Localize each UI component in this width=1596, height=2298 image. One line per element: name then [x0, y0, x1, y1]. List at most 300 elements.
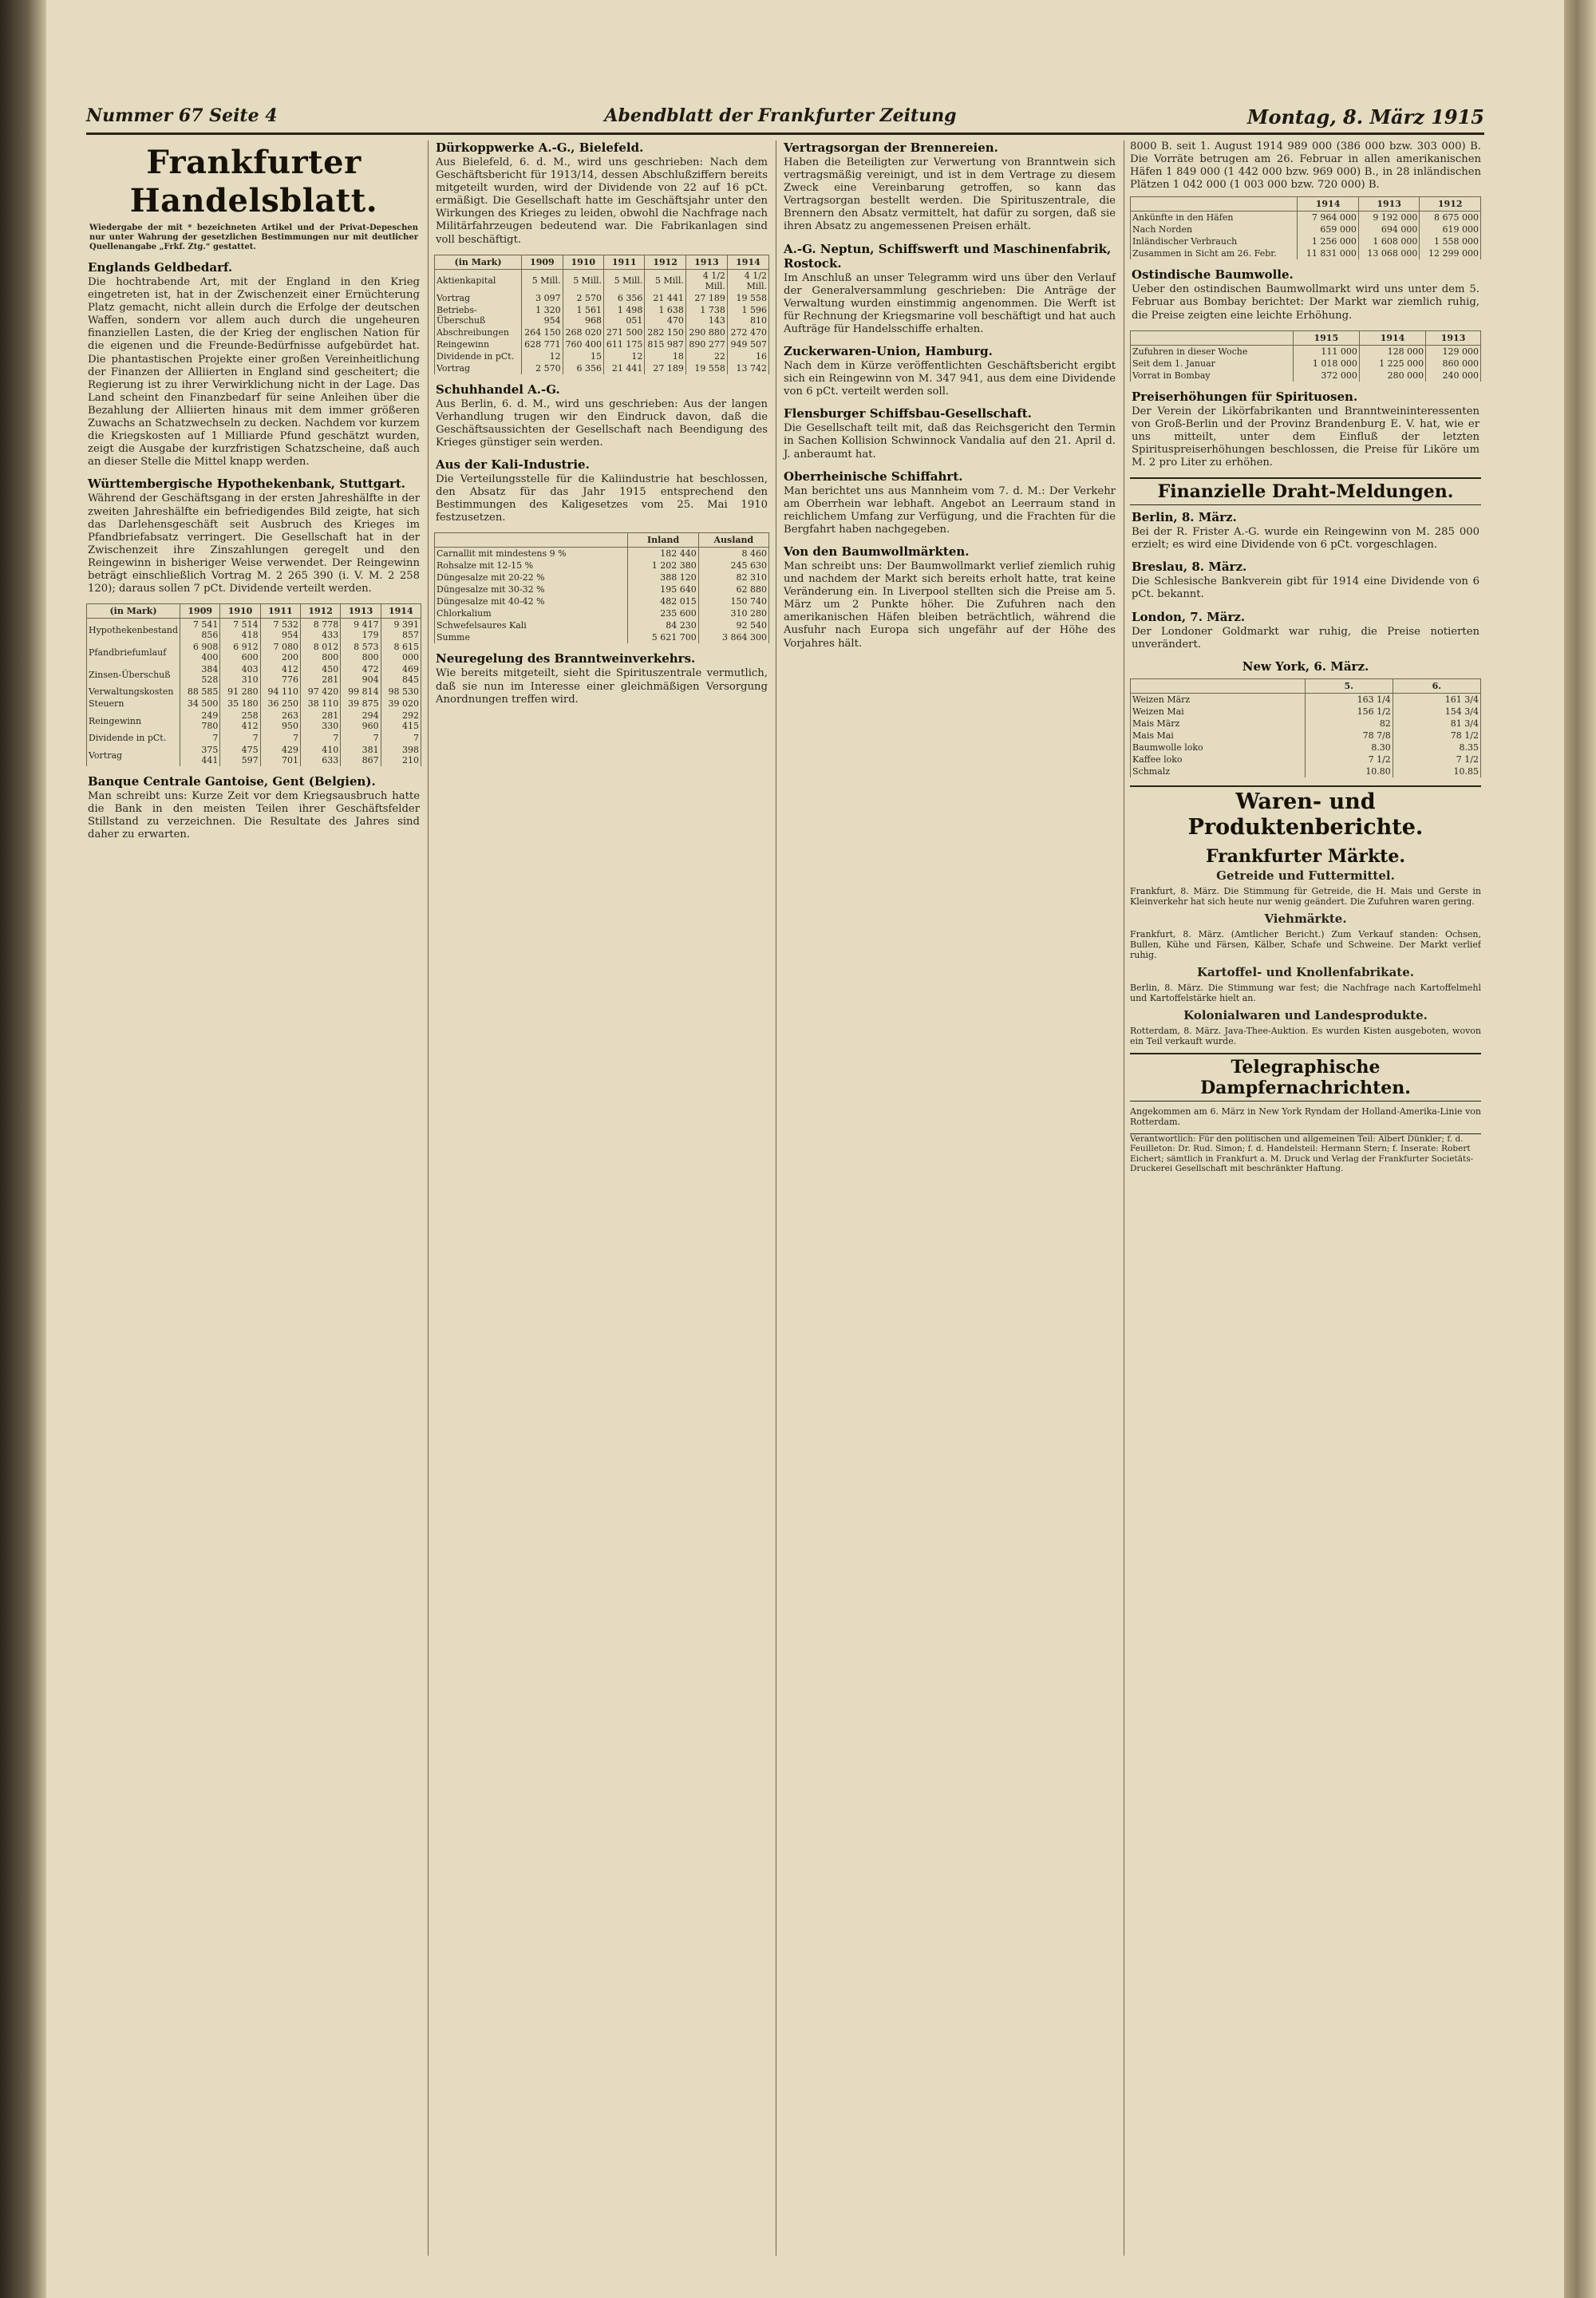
cell: 7 1/2: [1393, 753, 1480, 765]
cell: Vorrat in Bombay: [1131, 370, 1294, 382]
cell: 290 880: [685, 326, 727, 338]
table-header-row: [1131, 678, 1481, 693]
article-heading: Dürkoppwerke A.-G., Bielefeld.: [436, 140, 644, 155]
cell: Nach Norden: [1131, 223, 1298, 235]
article-body: Die Verteilungsstelle für die Kaliindustrie hat beschlossen, den Absatz für das Jahr 1915 entsprechend den Bestimmungen des Kaligesetzes vom 25. Mai 1910 festzusetzen.: [436, 473, 768, 524]
cell: Düngesalze mit 20-22 %: [435, 572, 628, 583]
wire-item: [1132, 510, 1479, 552]
cell: 84 230: [628, 619, 698, 631]
table-row: [1131, 235, 1481, 247]
issue-date: Montag, 8. März 1915: [1246, 105, 1484, 129]
cell: 245 630: [698, 560, 768, 572]
article-heading: Von den Baumwollmärkten.: [784, 544, 970, 559]
bank-statistics-table: [86, 603, 421, 766]
cell: 412 776: [260, 663, 300, 686]
cell: Weizen März: [1131, 693, 1306, 706]
cell: 27 189: [685, 292, 727, 304]
column-3: [782, 140, 1117, 2264]
cell: 8 573 800: [341, 641, 381, 663]
column-header: 1914: [1359, 330, 1425, 345]
article: [784, 140, 1116, 234]
cell: 7: [220, 732, 260, 744]
cell: 7 532 954: [260, 619, 300, 642]
imprint: Verantwortlich: Für den politischen und allgemeinen Teil: Albert Dünkler; f. d. Feuilleton: Dr. Rud. Simon; f. d. Handelsteil: Hermann Stern; f. Inserate: Robert Eichert; sämtlich in Frankfurt a. M. Druck und Verlag der Frankfurter Societäts-Druckerei Gesellschaft mit beschränkter Haftung.: [1130, 1133, 1481, 1174]
column-header: 1911: [260, 604, 300, 619]
column-header: 1909: [522, 255, 563, 269]
wire-heading: London, 7. März.: [1132, 609, 1246, 624]
cell: 272 470: [727, 326, 768, 338]
cell: 9 192 000: [1358, 212, 1420, 224]
cell: Inländischer Verbrauch: [1131, 235, 1298, 247]
column-header: Inland: [628, 533, 698, 548]
cell: 271 500: [604, 326, 645, 338]
article: [784, 242, 1116, 336]
article-heading: Ostindische Baumwolle.: [1132, 267, 1294, 283]
column-header: 1914: [727, 255, 768, 269]
table-row: [87, 732, 421, 744]
cell: Aktienkapital: [435, 269, 522, 292]
cell: 9 417 179: [341, 619, 381, 642]
table-row: [435, 362, 769, 374]
cell: Dividende in pCt.: [435, 350, 522, 362]
wire-body: Die Schlesische Bankverein gibt für 1914 eine Dividende von 6 pCt. bekannt.: [1132, 575, 1479, 601]
cell: 8.35: [1393, 742, 1480, 753]
article-body: 8000 B. seit 1. August 1914 989 000 (386 000 bzw. 303 000) B. Die Vorräte betrugen am 26. Februar in allen amerikanischen Häfen 1 849 000 (1 442 000 bzw. 969 000) B., in 28 inländischen Plätzen 1 042 000 (1 003 000 bzw. 720 000) B.: [1130, 140, 1481, 192]
cell: Dividende in pCt.: [87, 732, 180, 744]
cell: Baumwolle loko: [1131, 742, 1306, 753]
cell: 4 1/2 Mill.: [685, 269, 727, 292]
cell: 860 000: [1426, 358, 1481, 370]
column-header: 1913: [1358, 197, 1420, 212]
cell: 760 400: [563, 338, 603, 350]
cell: 82 310: [698, 572, 768, 583]
cell: 22: [685, 350, 727, 362]
cell: 7: [260, 732, 300, 744]
article-heading: Schuhhandel A.-G.: [436, 382, 560, 397]
cell: 235 600: [628, 607, 698, 619]
table-row: [435, 572, 769, 583]
table-row: [435, 292, 769, 304]
cell: 949 507: [727, 338, 768, 350]
cattle-report: Frankfurt, 8. März. (Amtlicher Bericht.) Zum Verkauf standen: Ochsen, Bullen, Kühe und Färsen, Kälber, Schafe und Schweine. Der Markt verlief ruhig.: [1130, 928, 1481, 960]
cell: 890 277: [685, 338, 727, 350]
cell: 195 640: [628, 583, 698, 595]
cell: Weizen Mai: [1131, 706, 1306, 718]
cell: 15: [563, 350, 603, 362]
potash-sales-table: [434, 532, 769, 643]
cell: Vortrag: [435, 362, 522, 374]
cell: 98 530: [381, 686, 421, 698]
cell: 282 150: [645, 326, 685, 338]
cell: 280 000: [1359, 370, 1425, 382]
table-row: [1131, 730, 1481, 742]
table-row: [435, 583, 769, 595]
cell: 8 778 433: [300, 619, 340, 642]
cell: 10.80: [1305, 765, 1393, 777]
wire-heading: Breslau, 8. März.: [1132, 560, 1247, 575]
cell: Zusammen in Sicht am 26. Febr.: [1131, 247, 1298, 259]
cell: 264 150: [522, 326, 563, 338]
potato-products-title: Kartoffel- und Knollenfabrikate.: [1197, 964, 1414, 979]
wire-body: Der Londoner Goldmarkt war ruhig, die Preise notierten unverändert.: [1132, 625, 1479, 651]
cell: 310 280: [698, 607, 768, 619]
cell: 6 908 400: [180, 641, 220, 663]
cell: 128 000: [1359, 345, 1425, 358]
table-row: [1131, 358, 1481, 370]
cell: 13 068 000: [1358, 247, 1420, 259]
cell: 154 3/4: [1393, 706, 1480, 718]
cell: 7: [341, 732, 381, 744]
column-2: [434, 140, 769, 2264]
cell: Steuern: [87, 698, 180, 710]
cell: 482 015: [628, 595, 698, 607]
cell: Zufuhren in dieser Woche: [1131, 345, 1294, 358]
cell: 97 420: [300, 686, 340, 698]
cell: 36 250: [260, 698, 300, 710]
article-heading: Banque Centrale Gantoise, Gent (Belgien).: [88, 774, 376, 789]
column-header: 1914: [1298, 197, 1359, 212]
table-row: [435, 338, 769, 350]
cell: Mais März: [1131, 718, 1306, 730]
article-body: Nach dem in Kürze veröffentlichten Geschäftsbericht ergibt sich ein Reingewinn von M. 347 941, aus dem eine Dividende von 6 pCt. verteilt werden soll.: [784, 360, 1116, 398]
issue-number: Nummer 67 Seite 4: [86, 105, 278, 126]
article: [1132, 267, 1479, 322]
article: [436, 651, 768, 706]
cell: 18: [645, 350, 685, 362]
cell: 62 880: [698, 583, 768, 595]
financial-wire-news-title: Finanzielle Draht-Meldungen.: [1130, 477, 1481, 505]
column-1: [86, 140, 421, 2264]
cell: 475 597: [220, 744, 260, 766]
cell: 38 110: [300, 698, 340, 710]
section-title: Frankfurter Handelsblatt.: [129, 144, 378, 220]
copyright-notice: Wiedergabe der mit * bezeichneten Artikel und der Privat-Depeschen nur unter Wahrung der gesetzlichen Bestimmungen nur mit deutlicher Quellenangabe „Frkf. Ztg.“ gestattet.: [89, 223, 418, 251]
article-body: Man berichtet uns aus Mannheim vom 7. d. M.: Der Verkehr am Oberrhein war lebhaft. Angebot an Leerraum stand in reichlichem Umfang zur Verfügung, und die Frachten für die Bergfahrt haben nachgegeben.: [784, 485, 1116, 536]
article-body: Man schreibt uns: Der Baumwollmarkt verlief ziemlich ruhig und nachdem der Markt sich bereits erholt hatte, trat keine Veränderung ein. In Liverpool stellten sich die Preise am 5. März um 2 Punkte höher. Die Zufuhren nach den amerikanischen Häfen bleiben beträchtlich, während die Ausfuhr nach Europa sich ungefähr auf der Höhe des Vorjahres hält.: [784, 560, 1116, 650]
cell: 1 498 051: [604, 304, 645, 326]
cell: 5 Mill.: [604, 269, 645, 292]
cell: Mais Mai: [1131, 730, 1306, 742]
cell: 8.30: [1305, 742, 1393, 753]
cell: 1 558 000: [1420, 235, 1481, 247]
article: [88, 260, 420, 469]
table-row: [1131, 765, 1481, 777]
cell: 7 964 000: [1298, 212, 1359, 224]
cell: 8 675 000: [1420, 212, 1481, 224]
cell: 81 3/4: [1393, 718, 1480, 730]
cell: 1 320 954: [522, 304, 563, 326]
cattle-markets-title: Viehmärkte.: [1264, 911, 1347, 926]
cell: 82: [1305, 718, 1393, 730]
column-header: (in Mark): [435, 255, 522, 269]
wire-item: [1132, 610, 1479, 651]
india-cotton-table: [1130, 330, 1481, 382]
cell: 384 528: [180, 663, 220, 686]
cell: 619 000: [1420, 223, 1481, 235]
cell: 268 020: [563, 326, 603, 338]
cell: 381 867: [341, 744, 381, 766]
cell: 12: [604, 350, 645, 362]
article-heading: Flensburger Schiffsbau-Gesellschaft.: [784, 406, 1032, 421]
article-body: Ueber den ostindischen Baumwollmarkt wird uns unter dem 5. Februar aus Bombay berichtet: Der Markt war ziemlich ruhig, die Preise zeigten eine leichte Erhöhung.: [1132, 283, 1479, 322]
column-header: [1131, 197, 1298, 212]
article-body: Aus Bielefeld, 6. d. M., wird uns geschrieben: Nach dem Geschäftsbericht für 1913/14, dessen Abschlußziffern bereits mitgeteilt wurden, wird der Dividende von 22 auf 16 pCt. ermäßigt. Die Gesellschaft hatte im Geschäftsjahr unter den Wirkungen des Krieges zu leiden, obwohl die Nachfrage nach Militärfahrzeugen bedeutend war. Die Fabrikanlagen sind voll beschäftigt.: [436, 156, 768, 246]
article: [88, 774, 420, 841]
cell: 150 740: [698, 595, 768, 607]
table-header-row: [1131, 330, 1481, 345]
cell: 472 904: [341, 663, 381, 686]
table-header-row: [87, 604, 421, 619]
article-body: Die Gesellschaft teilt mit, daß das Reichsgericht den Termin in Sachen Kollision Schwinnock Vandalia auf den 21. April d. J. anberaumt hat.: [784, 422, 1116, 461]
article: [436, 457, 768, 524]
cell: 398 210: [381, 744, 421, 766]
cell: 21 441: [604, 362, 645, 374]
column-header: [435, 533, 628, 548]
table-row: [435, 631, 769, 643]
article-heading: A.-G. Neptun, Schiffswerft und Maschinenfabrik, Rostock.: [784, 241, 1112, 271]
article-body: Die hochtrabende Art, mit der England in den Krieg eingetreten ist, hat in der Zwischenzeit einer Ernüchterung Platz gemacht, nicht allein durch die Erfolge der deutschen Waffen, sondern vor allem auch durch die ungeheuren finanziellen Lasten, die der Krieg der englischen Nation für die eigenen und die Freunde-Bedürfnisse aufgebürdet hat. Die phantastischen Projekte einer großen Vereinheitlichung der Finanzen der Alliierten in England sind gescheitert; die Regierung ist zu ihrer Verwirklichung nicht in der Lage. Das Land scheint den Finanzbedarf für seine Anleihen über die Bezahlung der Alliierten hinaus mit dem immer größeren Zuwachs an Schatzwechseln zu decken. Nachdem vor kurzem die Kriegskosten auf 1 Milliarde Pfund geschätzt wurden, zeigt die Ausgabe der kurzfristigen Schatzscheine, daß auch an dieser Stelle die Mittel knapp werden.: [88, 276, 420, 469]
cell: Rohsalze mit 12-15 %: [435, 560, 628, 572]
cell: 659 000: [1298, 223, 1359, 235]
table-row: [435, 548, 769, 560]
table-row: [87, 641, 421, 663]
grain-report: Frankfurt, 8. März. Die Stimmung für Getreide, die H. Mais und Gerste in Kleinverkehr hat sich heute nur wenig geändert. Die Zufuhren waren gering.: [1130, 885, 1481, 907]
wire-body: Bei der R. Frister A.-G. wurde ein Reingewinn von M. 285 000 erzielt; es wird eine Dividende von 6 pCt. vorgeschlagen.: [1132, 526, 1479, 552]
cell: Zinsen-Überschuß: [87, 663, 180, 686]
table-row: [1131, 212, 1481, 224]
cell: 10.85: [1393, 765, 1480, 777]
cell: 375 441: [180, 744, 220, 766]
cell: 410 633: [300, 744, 340, 766]
cell: 3 097: [522, 292, 563, 304]
cell: 156 1/2: [1305, 706, 1393, 718]
table-row: [435, 350, 769, 362]
article: [436, 382, 768, 449]
cotton-supply-table: [1130, 196, 1481, 259]
cell: 78 1/2: [1393, 730, 1480, 742]
cell: 182 440: [628, 548, 698, 560]
cell: Verwaltungskosten: [87, 686, 180, 698]
cell: 161 3/4: [1393, 693, 1480, 706]
cell: 163 1/4: [1305, 693, 1393, 706]
frankfurt-markets-title: Frankfurter Märkte.: [1205, 845, 1406, 867]
table-row: [1131, 753, 1481, 765]
cell: 611 175: [604, 338, 645, 350]
cell: 1 225 000: [1359, 358, 1425, 370]
column-header: 1909: [180, 604, 220, 619]
column-header: 1913: [341, 604, 381, 619]
steamer-news-title: Telegraphische Dampfernachrichten.: [1130, 1053, 1481, 1102]
company-statistics-table: [434, 255, 769, 374]
cell: 1 738 143: [685, 304, 727, 326]
article-body: Haben die Beteiligten zur Verwertung von Branntwein sich vertragsmäßig vereinigt, und ist in dem Vertrage zu diesem Zweck eine Vereinbarung getroffen, so kann das Vertragsorgan bestellt werden. Die Spirituszentrale, die Brennern den Absatz vermittelt, hat dafür zu sorgen, daß sie ihren Absatz zu angemessenen Preisen erhält.: [784, 156, 1116, 233]
table-row: [1131, 370, 1481, 382]
cell: 8 012 800: [300, 641, 340, 663]
column-header: 1913: [685, 255, 727, 269]
cell: 1 561 968: [563, 304, 603, 326]
article-body: Wie bereits mitgeteilt, sieht die Spirituszentrale vermutlich, daß sie nun im Interesse einer gleichmäßigen Versorgung Anordnungen treffen wird.: [436, 667, 768, 706]
cell: 2 570: [522, 362, 563, 374]
column-header: [1131, 678, 1306, 693]
cell: Abschreibungen: [435, 326, 522, 338]
wire-item: [1132, 560, 1479, 601]
cell: 815 987: [645, 338, 685, 350]
cell: 111 000: [1293, 345, 1359, 358]
column-header: 6.: [1393, 678, 1480, 693]
cell: Seit dem 1. Januar: [1131, 358, 1294, 370]
commodity-reports-title: Waren- und Produktenberichte.: [1130, 785, 1481, 843]
column-header: Ausland: [698, 533, 768, 548]
cell: 39 020: [381, 698, 421, 710]
book-binding: [0, 0, 46, 2298]
article-heading: Aus der Kali-Industrie.: [436, 457, 590, 473]
cell: 1 256 000: [1298, 235, 1359, 247]
column-header: 1910: [563, 255, 603, 269]
cell: 694 000: [1358, 223, 1420, 235]
cell: 403 310: [220, 663, 260, 686]
cell: 6 356: [563, 362, 603, 374]
cell: 94 110: [260, 686, 300, 698]
column-divider: [428, 140, 429, 2256]
cell: 12: [522, 350, 563, 362]
table-row: [1131, 718, 1481, 730]
article-heading: Oberrheinische Schiffahrt.: [784, 469, 963, 484]
column-header: 1912: [300, 604, 340, 619]
cell: 628 771: [522, 338, 563, 350]
cell: 16: [727, 350, 768, 362]
column-header: 1914: [381, 604, 421, 619]
column-header: 1915: [1293, 330, 1359, 345]
cell: Schmalz: [1131, 765, 1306, 777]
cell: 1 018 000: [1293, 358, 1359, 370]
cell: 99 814: [341, 686, 381, 698]
article: [88, 477, 420, 595]
cell: 263 950: [260, 710, 300, 732]
cell: 249 780: [180, 710, 220, 732]
cell: Vortrag: [87, 744, 180, 766]
column-4: [1130, 140, 1481, 2264]
article: [1132, 390, 1479, 469]
article: [784, 544, 1116, 651]
cell: 5 Mill.: [522, 269, 563, 292]
steamer-report: Angekommen am 6. März in New York Ryndam der Holland-Amerika-Linie von Rotterdam.: [1130, 1105, 1481, 1127]
article-heading: Englands Geldbedarf.: [88, 260, 233, 275]
table-row: [87, 698, 421, 710]
table-header-row: [435, 533, 769, 548]
cell: 12 299 000: [1420, 247, 1481, 259]
cell: 258 412: [220, 710, 260, 732]
potato-report: Berlin, 8. März. Die Stimmung war fest; die Nachfrage nach Kartoffelmehl und Kartoffelstärke hielt an.: [1130, 982, 1481, 1003]
table-row: [1131, 742, 1481, 753]
column-header: 1910: [220, 604, 260, 619]
cell: Chlorkalium: [435, 607, 628, 619]
cell: 6 356: [604, 292, 645, 304]
cell: 7 541 856: [180, 619, 220, 642]
table-row: [1131, 693, 1481, 706]
table-header-row: [1131, 197, 1481, 212]
cell: 6 912 600: [220, 641, 260, 663]
cell: 78 7/8: [1305, 730, 1393, 742]
cell: 7: [300, 732, 340, 744]
cell: Vortrag: [435, 292, 522, 304]
cell: Summe: [435, 631, 628, 643]
cell: 7 1/2: [1305, 753, 1393, 765]
cell: 9 391 857: [381, 619, 421, 642]
article-body: Während der Geschäftsgang in der ersten Jahreshälfte in der zweiten Jahreshälfte ein befriedigendes Bild zeigte, hat sich das Darlehensgeschäft seit Ausbruch des Krieges im Pfandbriefabsatz verringert. Die Gesellschaft hat in der Zwischenzeit ihre Zinszahlungen geregelt und den Reingewinn in bisheriger Weise verwendet. Der Reingewinn beträgt einschließlich Vortrag M. 2 265 390 (i. V. M. 2 258 120); daraus sollen 7 pCt. Dividende verteilt werden.: [88, 492, 420, 595]
cell: 1 608 000: [1358, 235, 1420, 247]
cell: 450 281: [300, 663, 340, 686]
new-york-prices-table: [1130, 678, 1481, 777]
masthead: [86, 105, 1484, 134]
table-row: [1131, 345, 1481, 358]
cell: 8 615 000: [381, 641, 421, 663]
article-body: Im Anschluß an unser Telegramm wird uns über den Verlauf der Generalversammlung geschrieben: Die Anträge der Verwaltung wurden einstimmig angenommen. Die Werft ist für Rechnung der Kriegsmarine voll beschäftigt und hat auch Aufträge für Handelsschiffe erhalten.: [784, 271, 1116, 335]
table-row: [435, 326, 769, 338]
colonial-report: Rotterdam, 8. März. Java-Thee-Auktion. Es wurden Kisten ausgeboten, wovon ein Teil verkauft wurde.: [1130, 1025, 1481, 1046]
cell: Hypothekenbestand: [87, 619, 180, 642]
cell: Schwefelsaures Kali: [435, 619, 628, 631]
cell: Pfandbriefumlauf: [87, 641, 180, 663]
article-heading: Württembergische Hypothekenbank, Stuttgart.: [88, 477, 406, 492]
table-row: [87, 744, 421, 766]
cell: 281 330: [300, 710, 340, 732]
cell: 372 000: [1293, 370, 1359, 382]
cell: 1 202 380: [628, 560, 698, 572]
column-header: 1913: [1426, 330, 1481, 345]
table-row: [1131, 706, 1481, 718]
cell: 5 Mill.: [563, 269, 603, 292]
cell: 19 558: [727, 292, 768, 304]
cell: Düngesalze mit 40-42 %: [435, 595, 628, 607]
cell: Düngesalze mit 30-32 %: [435, 583, 628, 595]
cell: 388 120: [628, 572, 698, 583]
cell: 129 000: [1426, 345, 1481, 358]
column-header: (in Mark): [87, 604, 180, 619]
cell: 1 596 810: [727, 304, 768, 326]
table-row: [435, 595, 769, 607]
colonial-goods-title: Kolonialwaren und Landesprodukte.: [1183, 1007, 1428, 1022]
cell: 11 831 000: [1298, 247, 1359, 259]
table-row: [435, 619, 769, 631]
article: [784, 344, 1116, 398]
cell: 469 845: [381, 663, 421, 686]
cell: 35 180: [220, 698, 260, 710]
article-heading: Zuckerwaren-Union, Hamburg.: [784, 344, 993, 359]
cell: 294 960: [341, 710, 381, 732]
column-header: 1911: [604, 255, 645, 269]
table-row: [1131, 247, 1481, 259]
table-row: [435, 304, 769, 326]
cell: 5 621 700: [628, 631, 698, 643]
cell: Reingewinn: [435, 338, 522, 350]
cell: Carnallit mit mindestens 9 %: [435, 548, 628, 560]
cell: Ankünfte in den Häfen: [1131, 212, 1298, 224]
grain-subtitle: Getreide und Futtermittel.: [1216, 868, 1395, 883]
cell: 7 514 418: [220, 619, 260, 642]
cell: Betriebs-Überschuß: [435, 304, 522, 326]
column-header: [1131, 330, 1294, 345]
table-row: [87, 663, 421, 686]
article-heading: Preiserhöhungen für Spirituosen.: [1132, 389, 1358, 404]
new-york-market-title: New York, 6. März.: [1242, 659, 1369, 674]
cell: 92 540: [698, 619, 768, 631]
article-body: Der Verein der Likörfabrikanten und Branntweininteressenten von Groß-Berlin und der Provinz Brandenburg E. V. hat, wie er uns mitteilt, unter dem Einfluß der letzten Spirituspreiserhöhungen beschlossen, die Preise für Liköre um M. 2 pro Liter zu erhöhen.: [1132, 405, 1479, 469]
cell: 5 Mill.: [645, 269, 685, 292]
cell: 27 189: [645, 362, 685, 374]
article-body: Aus Berlin, 6. d. M., wird uns geschrieben: Aus der langen Verhandlung trugen wir den Eindruck davon, daß die Geschäftsaussichten der Gesellschaft nach Beendigung des Krieges günstiger sein werden.: [436, 398, 768, 449]
masthead-rule: [86, 133, 1484, 135]
cell: 7 080 200: [260, 641, 300, 663]
